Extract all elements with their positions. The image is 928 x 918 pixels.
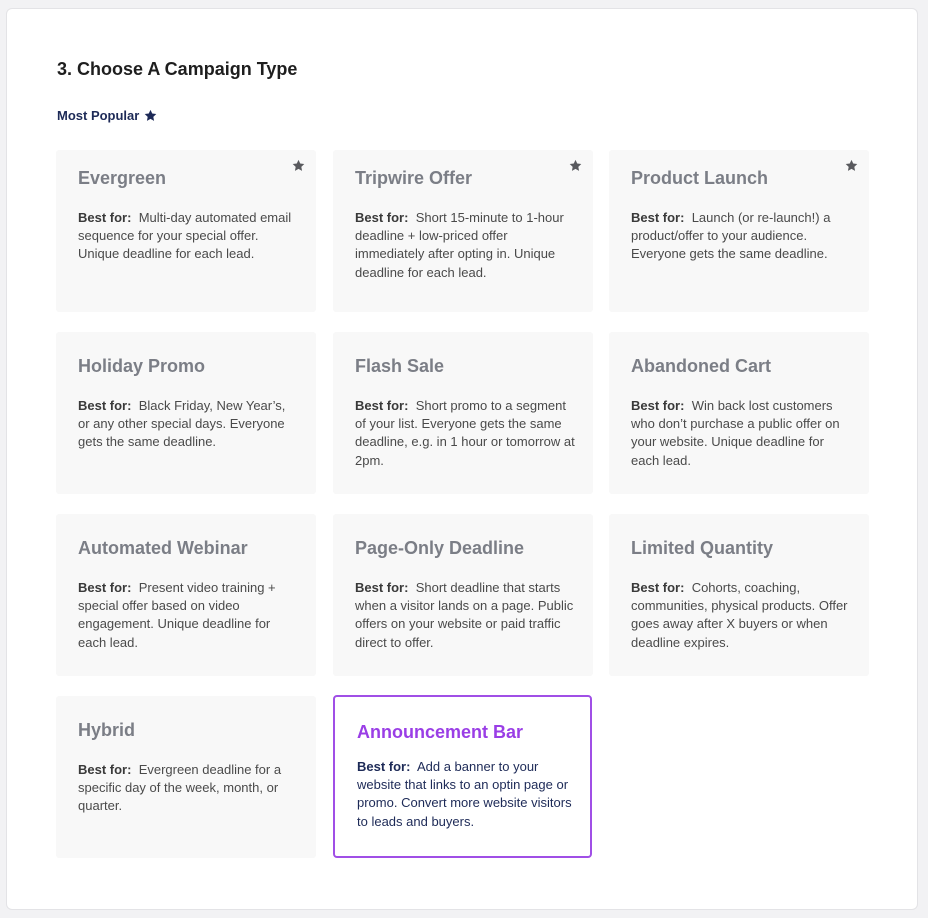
best-for-label: Best for: [78,398,132,413]
card-title: Holiday Promo [78,356,206,376]
card-description-text: Add a banner to your website that links to an optin page or promo. Convert more website visitors to leads and buyers. [357,759,572,829]
most-popular-label: Most Popular [57,108,140,123]
campaign-card-automated-webinar[interactable] [56,514,316,676]
best-for-label: Best for: [355,210,409,225]
card-description-text: Cohorts, coaching, communities, physical products. Offer goes away after X buyers or when deadline expires. [631,580,848,650]
best-for-label: Best for: [78,580,132,595]
card-title: Product Launch [631,168,769,188]
card-description [631,209,853,264]
card-description [631,397,853,470]
card-description [78,761,300,816]
card-description [357,758,582,831]
card-title: Tripwire Offer [355,168,473,188]
campaign-card-page-only-deadline[interactable] [333,514,593,676]
most-popular-legend [57,108,157,123]
section-title: 3. Choose A Campaign Type [57,59,298,79]
card-description [78,397,300,452]
card-title: Page-Only Deadline [355,538,525,558]
card-description-text: Evergreen deadline for a specific day of the week, month, or quarter. [78,762,282,814]
card-description [355,209,577,282]
card-title: Hybrid [78,720,136,740]
best-for-label: Best for: [631,398,685,413]
card-title: Evergreen [78,168,167,188]
best-for-label: Best for: [357,759,411,774]
card-description [355,579,577,652]
card-description-text: Win back lost customers who don’t purchase a public offer on your website. Unique deadline for each lead. [631,398,840,468]
campaign-card-product-launch[interactable] [609,150,869,312]
card-description-text: Multi-day automated email sequence for your special offer. Unique deadline for each lead. [78,210,292,262]
card-title: Flash Sale [355,356,445,376]
card-title: Automated Webinar [78,538,248,558]
campaign-card-evergreen[interactable] [56,150,316,312]
campaign-card-limited-quantity[interactable] [609,514,869,676]
popular-star-icon [292,159,305,172]
best-for-label: Best for: [631,580,685,595]
best-for-label: Best for: [355,580,409,595]
card-description-text: Short promo to a segment of your list. Everyone gets the same deadline, e.g. in 1 hour or tomorrow at 2pm. [355,398,575,468]
star-icon [144,109,157,122]
campaign-card-hybrid[interactable] [56,696,316,858]
campaign-card-flash-sale[interactable] [333,332,593,494]
card-title: Abandoned Cart [631,356,772,376]
popular-star-icon [569,159,582,172]
best-for-label: Best for: [355,398,409,413]
campaign-card-announcement-bar[interactable] [333,695,592,858]
card-description-text: Black Friday, New Year’s, or any other special days. Everyone gets the same deadline. [78,398,286,450]
card-description [355,397,577,470]
card-description-text: Present video training + special offer based on video engagement. Unique deadline for each lead. [78,580,276,650]
best-for-label: Best for: [78,210,132,225]
card-description-text: Short deadline that starts when a visitor lands on a page. Public offers on your website or paid traffic direct to offer. [355,580,574,650]
card-description-text: Short 15-minute to 1-hour deadline + low-priced offer immediately after opting in. Unique deadline for each lead. [355,210,564,280]
card-title: Limited Quantity [631,538,774,558]
card-description-text: Launch (or re-launch!) a product/offer to your audience. Everyone gets the same deadline. [631,210,831,262]
campaign-card-holiday-promo[interactable] [56,332,316,494]
best-for-label: Best for: [631,210,685,225]
card-title: Announcement Bar [357,722,524,742]
popular-star-icon [845,159,858,172]
card-description [631,579,853,652]
campaign-card-abandoned-cart[interactable] [609,332,869,494]
campaign-card-tripwire-offer[interactable] [333,150,593,312]
card-description [78,209,300,264]
best-for-label: Best for: [78,762,132,777]
card-description [78,579,300,652]
